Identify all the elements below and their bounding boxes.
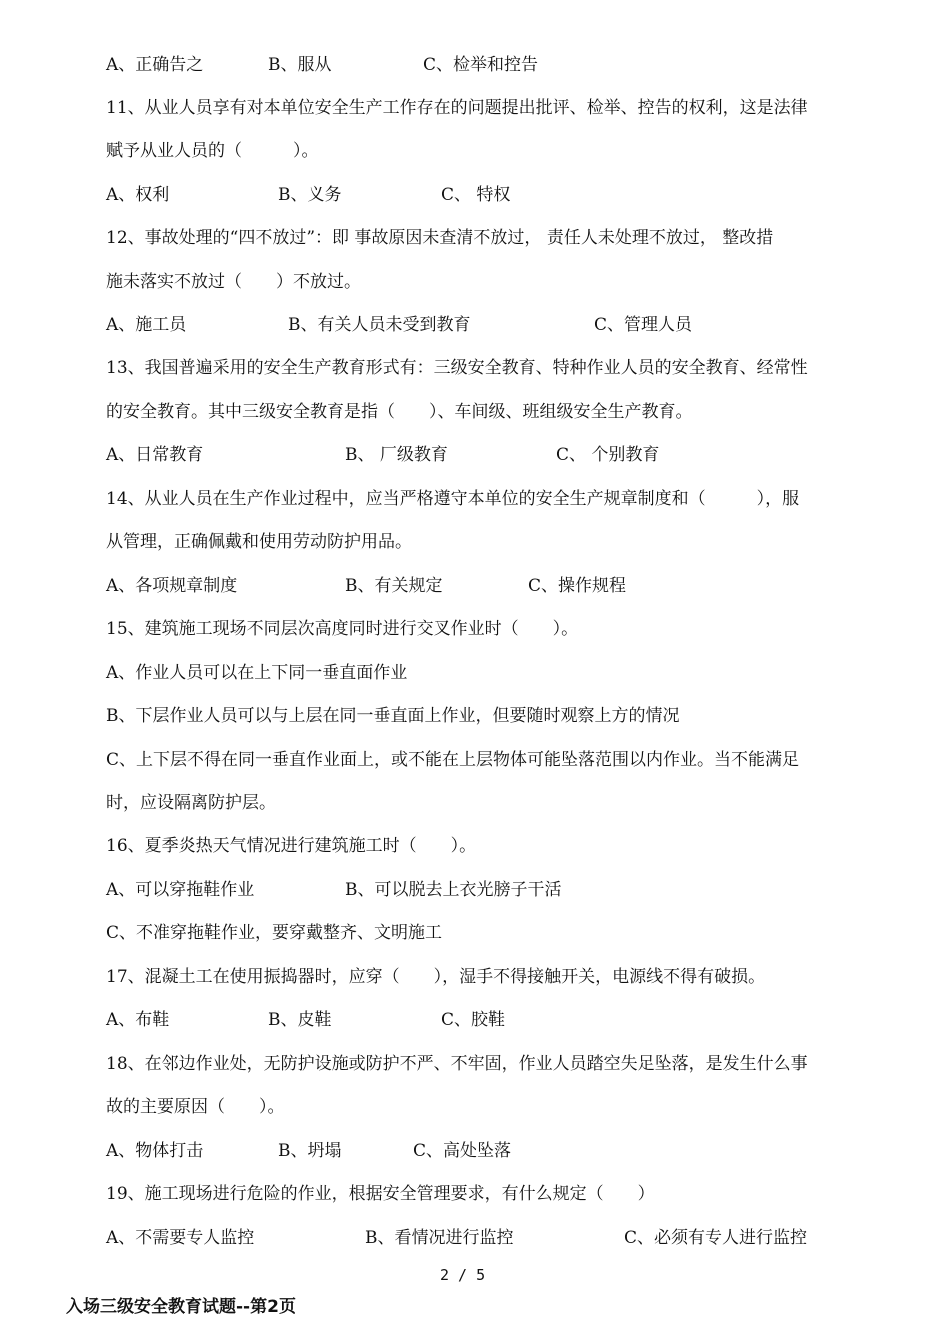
- q17-option-a: A、布鞋: [106, 1010, 170, 1030]
- q11-option-b: B、义务: [278, 185, 342, 205]
- q18-option-b: B、坍塌: [278, 1141, 342, 1161]
- q12-option-a: A、施工员: [106, 315, 187, 335]
- q13-option-a: A、日常教育: [106, 445, 204, 465]
- q13-text-line1: 13、我国普遍采用的安全生产教育形式有：三级安全教育、特种作业人员的安全教育、经常性: [106, 358, 808, 378]
- q10-option-a: A、正确告之: [106, 55, 204, 75]
- q14-text-line1: 14、从业人员在生产作业过程中，应当严格遵守本单位的安全生产规章制度和（ ），服: [106, 489, 800, 509]
- q14-option-b: B、有关规定: [345, 576, 443, 596]
- q18-option-c: C、高处坠落: [413, 1141, 512, 1161]
- q14-option-c: C、操作规程: [528, 576, 627, 596]
- q18-text-line1: 18、在邻边作业处，无防护设施或防护不严、不牢固，作业人员踏空失足坠落，是发生什么事: [106, 1054, 808, 1074]
- q16-option-b: B、可以脱去上衣光膀子干活: [345, 880, 562, 900]
- q15-option-c-line1: C、上下层不得在同一垂直作业面上，或不能在上层物体可能坠落范围以内作业。当不能满足: [106, 750, 800, 770]
- q15-option-a: A、作业人员可以在上下同一垂直面作业: [106, 663, 408, 683]
- q12-text-line2: 施未落实不放过（ ）不放过。: [106, 272, 361, 292]
- q12-option-b: B、有关人员未受到教育: [288, 315, 471, 335]
- q15-option-b: B、下层作业人员可以与上层在同一垂直面上作业，但要随时观察上方的情况: [106, 706, 680, 726]
- q13-text-line2: 的安全教育。其中三级安全教育是指（ ）、车间级、班组级安全生产教育。: [106, 402, 693, 422]
- q17-option-b: B、皮鞋: [268, 1010, 332, 1030]
- page-footer: 入场三级安全教育试题--第2页: [66, 1297, 296, 1317]
- q17-text-line1: 17、混凝土工在使用振捣器时，应穿（ ），湿手不得接触开关，电源线不得有破损。: [106, 967, 766, 987]
- q16-text-line1: 16、夏季炎热天气情况进行建筑施工时（ ）。: [106, 836, 477, 856]
- q19-option-c: C、必须有专人进行监控: [624, 1228, 808, 1248]
- q11-text-line2: 赋予从业人员的（ ）。: [106, 141, 319, 161]
- q14-option-a: A、各项规章制度: [106, 576, 238, 596]
- q13-option-c: C、 个别教育: [556, 445, 660, 465]
- q10-option-c: C、检举和控告: [423, 55, 539, 75]
- q19-option-b: B、看情况进行监控: [365, 1228, 514, 1248]
- q11-text-line1: 11、从业人员享有对本单位安全生产工作存在的问题提出批评、检举、控告的权利，这是法律: [106, 98, 808, 118]
- q19-text-line1: 19、施工现场进行危险的作业，根据安全管理要求，有什么规定（ ）: [106, 1184, 655, 1204]
- q15-option-c-line2: 时，应设隔离防护层。: [106, 793, 276, 813]
- q11-option-a: A、权利: [106, 185, 170, 205]
- page-number: 2 / 5: [440, 1266, 486, 1284]
- q16-option-a: A、可以穿拖鞋作业: [106, 880, 255, 900]
- q18-text-line2: 故的主要原因（ ）。: [106, 1097, 285, 1117]
- q16-option-c: C、不准穿拖鞋作业，要穿戴整齐、文明施工: [106, 923, 443, 943]
- q18-option-a: A、物体打击: [106, 1141, 204, 1161]
- q12-text-line1: 12、事故处理的“四不放过”：即 事故原因未查清不放过， 责任人未处理不放过， 整改措: [106, 228, 774, 248]
- q11-option-c: C、 特权: [441, 185, 511, 205]
- q12-option-c: C、管理人员: [594, 315, 693, 335]
- q15-text-line1: 15、建筑施工现场不同层次高度同时进行交叉作业时（ ）。: [106, 619, 579, 639]
- q14-text-line2: 从管理，正确佩戴和使用劳动防护用品。: [106, 532, 412, 552]
- q13-option-b: B、 厂级教育: [345, 445, 448, 465]
- q19-option-a: A、不需要专人监控: [106, 1228, 255, 1248]
- q17-option-c: C、胶鞋: [441, 1010, 506, 1030]
- q10-option-b: B、服从: [268, 55, 332, 75]
